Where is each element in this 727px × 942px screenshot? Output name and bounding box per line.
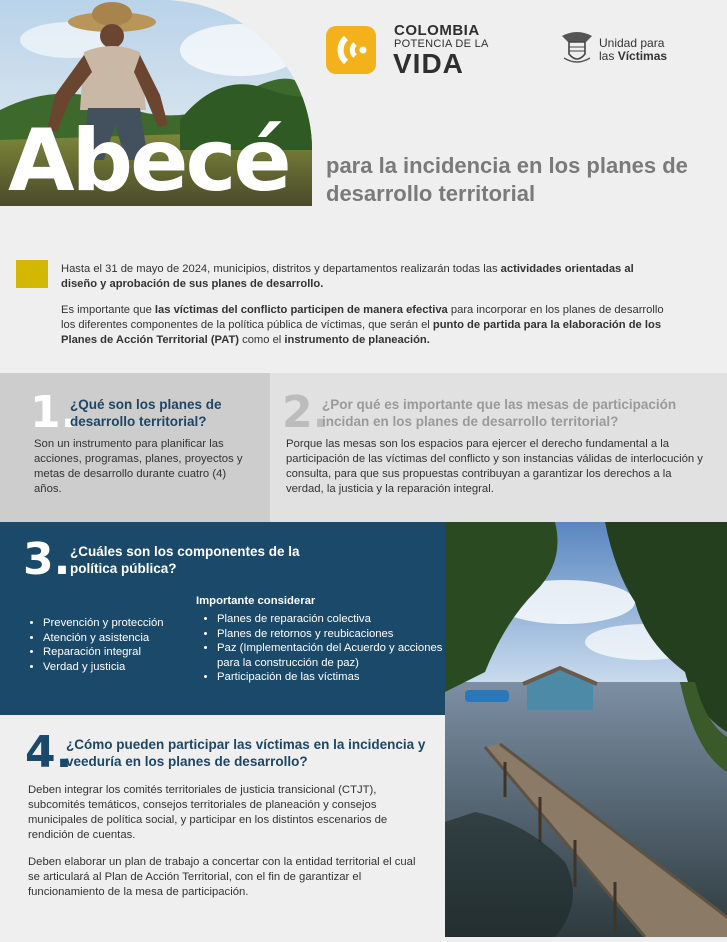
list-item: • Planes de retornos y reubicaciones bbox=[217, 627, 449, 642]
intro-paragraph-1: Hasta el 31 de mayo de 2024, municipios, distritos y departamentos realizarán todas las actividades orientadas al diseño y aprobación de sus planes de desarrollo. bbox=[61, 263, 634, 290]
page-subtitle: para la incidencia en los planes de desarrollo territorial bbox=[326, 153, 688, 206]
section-4 bbox=[0, 715, 445, 937]
section-1 bbox=[0, 373, 270, 523]
section-title: ¿Cómo pueden participar las víctimas en la incidencia y veeduría en los planes de desarrollo? bbox=[66, 737, 426, 769]
logo-text-victimas: las Víctimas bbox=[599, 49, 668, 63]
list-item: • Paz (Implementación del Acuerdo y acciones para la construcción de paz) bbox=[217, 641, 449, 670]
list-item: • Participación de las víctimas bbox=[217, 670, 449, 685]
page-title: Abecé bbox=[8, 111, 289, 211]
section-3 bbox=[0, 522, 445, 715]
section-title: ¿Por qué es importante que las mesas de participación incidan en los planes de desarrollo territorial? bbox=[322, 397, 677, 429]
signal-icon bbox=[326, 22, 386, 78]
section-number: 3. bbox=[23, 534, 71, 585]
list-item: • Atención y asistencia bbox=[43, 631, 193, 646]
section-2 bbox=[270, 373, 727, 523]
logo-text-colombia: COLOMBIA bbox=[394, 22, 480, 39]
logo-text-potencia: POTENCIA DE LA bbox=[394, 38, 489, 50]
list-item: • Prevención y protección bbox=[43, 616, 193, 631]
section-body: Porque las mesas son los espacios para ejercer el derecho fundamental a la participación de las víctimas del conflicto y son instancias válidas de interlocución y consulta, para que sus propuestas contribuyan a garantizar los derechos a la verdad, la justicia y la reparación integral. bbox=[286, 438, 703, 495]
list-item: • Verdad y justicia bbox=[43, 660, 193, 675]
list-item: • Planes de reparación colectiva bbox=[217, 612, 449, 627]
list-item: • Reparación integral bbox=[43, 645, 193, 660]
components-list bbox=[22, 616, 193, 674]
section-number: 2. bbox=[282, 387, 330, 438]
section-number: 4. bbox=[25, 727, 73, 778]
logo-text-unidad: Unidad para bbox=[599, 36, 665, 50]
coat-of-arms-icon bbox=[560, 28, 594, 71]
intro-paragraph-2: Es importante que las víctimas del conflicto participen de manera efectiva para incorporar en los planes de desarrollo los diferentes componentes de la política pública de víctimas, que serán el punto de partida para la elaboración de los Planes de Acción Territorial (PAT) como el instrumento de planeación. bbox=[61, 304, 664, 346]
section-paragraph-1: Deben integrar los comités territoriales de justicia transicional (CTJT), subcomités temáticos, consejos territoriales de planeación y consejos municipales de política social, y participar en los distintos escenarios de rendición de cuentas. bbox=[28, 784, 388, 841]
section-paragraph-2: Deben elaborar un plan de trabajo a concertar con la entidad territorial el cual se articulará al Plan de Acción Territorial, con el fin de garantizar el funcionamiento de la mesa de participación. bbox=[28, 856, 416, 898]
considerations-heading: Importante considerar bbox=[196, 595, 316, 607]
river-dock-photo bbox=[445, 522, 727, 937]
logo-text-vida: VIDA bbox=[393, 48, 464, 79]
section-number: 1. bbox=[30, 387, 78, 438]
section-body: Son un instrumento para planificar las acciones, programas, planes, proyectos y metas de desarrollo durante cuatro (4) años. bbox=[34, 438, 243, 495]
section-title: ¿Cuáles son los componentes de la política pública? bbox=[70, 544, 300, 576]
considerations-list bbox=[196, 612, 449, 685]
yellow-accent-square bbox=[16, 260, 48, 288]
section-title: ¿Qué son los planes de desarrollo territorial? bbox=[70, 397, 222, 429]
